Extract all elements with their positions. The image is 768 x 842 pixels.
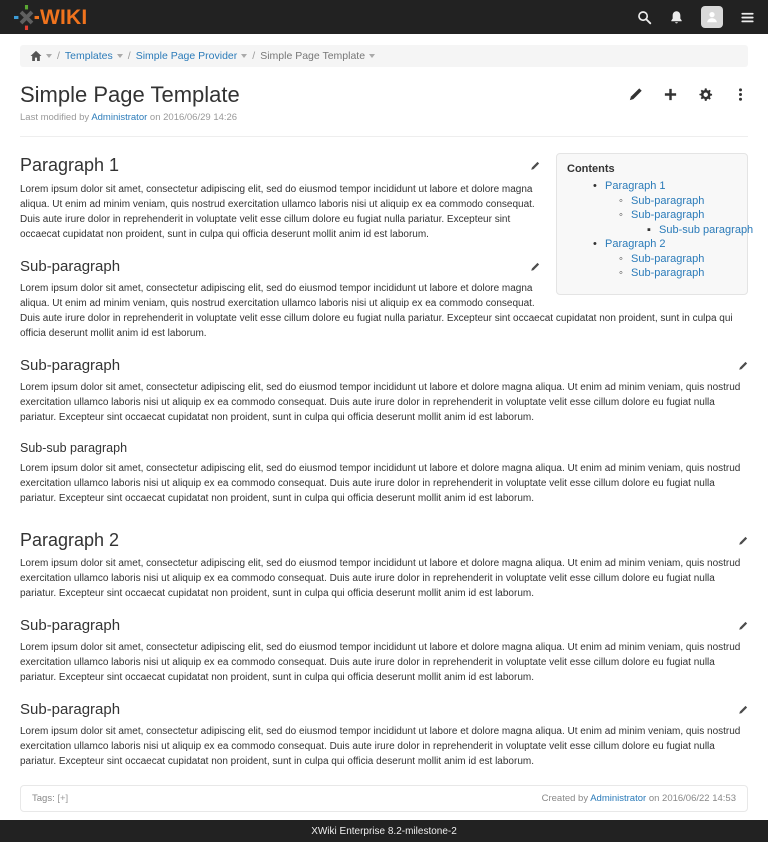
section-edit-pencil-icon[interactable] [522,262,540,272]
page-container [0,34,768,820]
modified-user-link[interactable]: Administrator [91,112,148,124]
user-avatar[interactable] [701,6,723,28]
toc-item [567,252,737,267]
toc-bullet: ◦ [619,194,623,207]
section-heading-row [20,617,748,635]
toc-item [567,194,737,209]
toc-title: Contents [567,163,615,176]
content-section [20,617,748,685]
toc-bullet: ◦ [619,252,623,265]
section-edit-pencil-icon[interactable] [730,361,748,371]
search-icon[interactable] [637,10,652,25]
chevron-down-icon[interactable] [241,54,247,58]
last-modified-line [20,112,748,123]
chevron-down-icon[interactable] [46,54,52,58]
toc-item [567,266,737,281]
tags-area [32,793,68,804]
section-heading: Paragraph 1 [20,155,120,176]
created-prefix: Created by [541,793,589,805]
document-footer [20,785,748,812]
modified-suffix: on 2016/06/29 14:26 [149,112,238,124]
chevron-down-icon[interactable] [369,54,375,58]
home-icon[interactable] [30,50,42,62]
version-text: XWiki Enterprise 8.2-milestone-2 [311,825,457,837]
xwiki-logo-text: WIKI [40,5,88,29]
section-paragraph: Lorem ipsum dolor sit amet, consectetur adipiscing elit, sed do eiusmod tempor incididunt ut labore et dolore magna aliqua. Ut enim ad minim veniam, quis nostrud exercitation ullamco laboris nisi ut aliquip ex ea commodo consequat. Duis aute irure dolor in reprehenderit in voluptate velit esse cillum dolore eu fugiat nulla pariatur. Excepteur sint occaecat cupidatat non proident, sunt in culpa qui officia deserunt mollit anim id est laborum. [20,642,741,684]
edit-pencil-icon[interactable] [628,87,643,102]
toc-item [567,179,737,194]
content-section [20,701,748,769]
more-actions-kebab-icon[interactable] [733,87,748,102]
menu-icon[interactable] [740,10,755,25]
toc-bullet: • [593,238,597,251]
toc-link[interactable]: Sub-paragraph [631,267,705,280]
version-footer-bar [0,820,768,842]
section-edit-pencil-icon[interactable] [730,536,748,546]
breadcrumb-separator: / [127,50,131,62]
section-heading-row [20,701,748,719]
navbar-icons [637,6,755,28]
top-navbar [0,0,768,34]
chevron-down-icon[interactable] [117,54,123,58]
section-heading: Sub-paragraph [20,617,121,635]
toc-link[interactable]: Sub-sub paragraph [659,223,754,236]
section-edit-pencil-icon[interactable] [730,621,748,631]
section-heading: Sub-paragraph [20,257,121,275]
breadcrumb-separator: / [57,50,60,62]
content-section [20,357,748,425]
create-plus-icon[interactable] [663,87,678,102]
toc-link[interactable]: Paragraph 1 [605,180,666,193]
section-heading: Sub-paragraph [20,701,121,719]
xwiki-logo[interactable] [14,5,87,30]
section-paragraph: Lorem ipsum dolor sit amet, consectetur adipiscing elit, sed do eiusmod tempor incididunt ut labore et dolore magna aliqua. Ut enim ad minim veniam, quis nostrud exercitation ullamco laboris nisi ut aliquip ex ea commodo consequat. Duis aute irure dolor in reprehenderit in voluptate velit esse cillum dolore eu fugiat nulla pariatur. Excepteur sint occaecat cupidatat non proident, sunt in culpa qui officia deserunt mollit anim id est laborum. [20,282,733,339]
breadcrumb [20,45,748,67]
section-heading-row [20,357,748,375]
toc-link[interactable]: Sub-paragraph [631,252,705,265]
toc-bullet: ◦ [619,209,623,222]
add-tag-button[interactable]: [+] [57,793,69,805]
section-heading-row [20,530,748,552]
section-heading: Sub-sub paragraph [20,440,128,455]
toc-bullet: ◦ [619,267,623,280]
section-heading: Paragraph 2 [20,529,120,550]
toc-bullet: ▪ [647,223,651,236]
page-actions [628,87,748,102]
table-of-contents [556,153,754,295]
bell-icon[interactable] [669,10,684,25]
toc-list [567,179,754,281]
toc-bullet: • [593,180,597,193]
section-paragraph: Lorem ipsum dolor sit amet, consectetur adipiscing elit, sed do eiusmod tempor incididunt ut labore et dolore magna aliqua. Ut enim ad minim veniam, quis nostrud exercitation ullamco laboris nisi ut aliquip ex ea commodo consequat. Duis aute irure dolor in reprehenderit in voluptate velit esse cillum dolore eu fugiat nulla pariatur. Excepteur sint occaecat cupidatat non proident, sunt in culpa qui officia deserunt mollit anim id est laborum. [20,183,535,240]
section-paragraph: Lorem ipsum dolor sit amet, consectetur adipiscing elit, sed do eiusmod tempor incididunt ut labore et dolore magna aliqua. Ut enim ad minim veniam, quis nostrud exercitation ullamco laboris nisi ut aliquip ex ea commodo consequat. Duis aute irure dolor in reprehenderit in voluptate velit esse cillum dolore eu fugiat nulla pariatur. Excepteur sint occaecat cupidatat non proident, sunt in culpa qui officia deserunt mollit anim id est laborum. [20,558,741,600]
toc-item [567,208,737,223]
xwiki-logo-x-icon [14,5,39,30]
section-heading: Sub-paragraph [20,356,121,374]
breadcrumb-link-simple-page-provider[interactable]: Simple Page Provider [135,50,238,62]
section-paragraph: Lorem ipsum dolor sit amet, consectetur adipiscing elit, sed do eiusmod tempor incididunt ut labore et dolore magna aliqua. Ut enim ad minim veniam, quis nostrud exercitation ullamco laboris nisi ut aliquip ex ea commodo consequat. Duis aute irure dolor in reprehenderit in voluptate velit esse cillum dolore eu fugiat nulla pariatur. Excepteur sint occaecat cupidatat non proident, sunt in culpa qui officia deserunt mollit anim id est laborum. [20,381,741,423]
section-heading-row [20,258,540,276]
page-title: Simple Page Template [20,82,240,107]
section-heading-row [20,155,540,177]
section-edit-pencil-icon[interactable] [730,705,748,715]
toc-link[interactable]: Paragraph 2 [605,238,666,251]
settings-gear-icon[interactable] [698,87,713,102]
section-paragraph: Lorem ipsum dolor sit amet, consectetur adipiscing elit, sed do eiusmod tempor incididunt ut labore et dolore magna aliqua. Ut enim ad minim veniam, quis nostrud exercitation ullamco laboris nisi ut aliquip ex ea commodo consequat. Duis aute irure dolor in reprehenderit in voluptate velit esse cillum dolore eu fugiat nulla pariatur. Excepteur sint occaecat cupidatat non proident, sunt in culpa qui officia deserunt mollit anim id est laborum. [20,726,741,768]
section-paragraph: Lorem ipsum dolor sit amet, consectetur adipiscing elit, sed do eiusmod tempor incididunt ut labore et dolore magna aliqua. Ut enim ad minim veniam, quis nostrud exercitation ullamco laboris nisi ut aliquip ex ea commodo consequat. Duis aute irure dolor in reprehenderit in voluptate velit esse cillum dolore eu fugiat nulla pariatur. Excepteur sint occaecat cupidatat non proident, sunt in culpa qui officia deserunt mollit anim id est laborum. [20,462,741,504]
content-section [20,530,748,602]
tags-label: Tags: [32,793,55,805]
section-edit-pencil-icon[interactable] [522,161,540,171]
toc-item [567,237,737,252]
content-section [20,441,748,506]
toc-item [567,223,754,238]
created-user-link[interactable]: Administrator [590,793,647,805]
document-content [20,137,754,812]
breadcrumb-separator: / [252,50,256,62]
toc-link[interactable]: Sub-paragraph [631,194,705,207]
created-suffix: on 2016/06/22 14:53 [648,793,736,805]
title-row [20,82,748,107]
breadcrumb-link-templates[interactable]: Templates [64,50,113,62]
modified-prefix: Last modified by [20,112,90,124]
section-heading-row [20,441,748,456]
toc-link[interactable]: Sub-paragraph [631,209,705,222]
created-by-line [542,793,736,804]
breadcrumb-current-page: Simple Page Template [260,50,366,62]
